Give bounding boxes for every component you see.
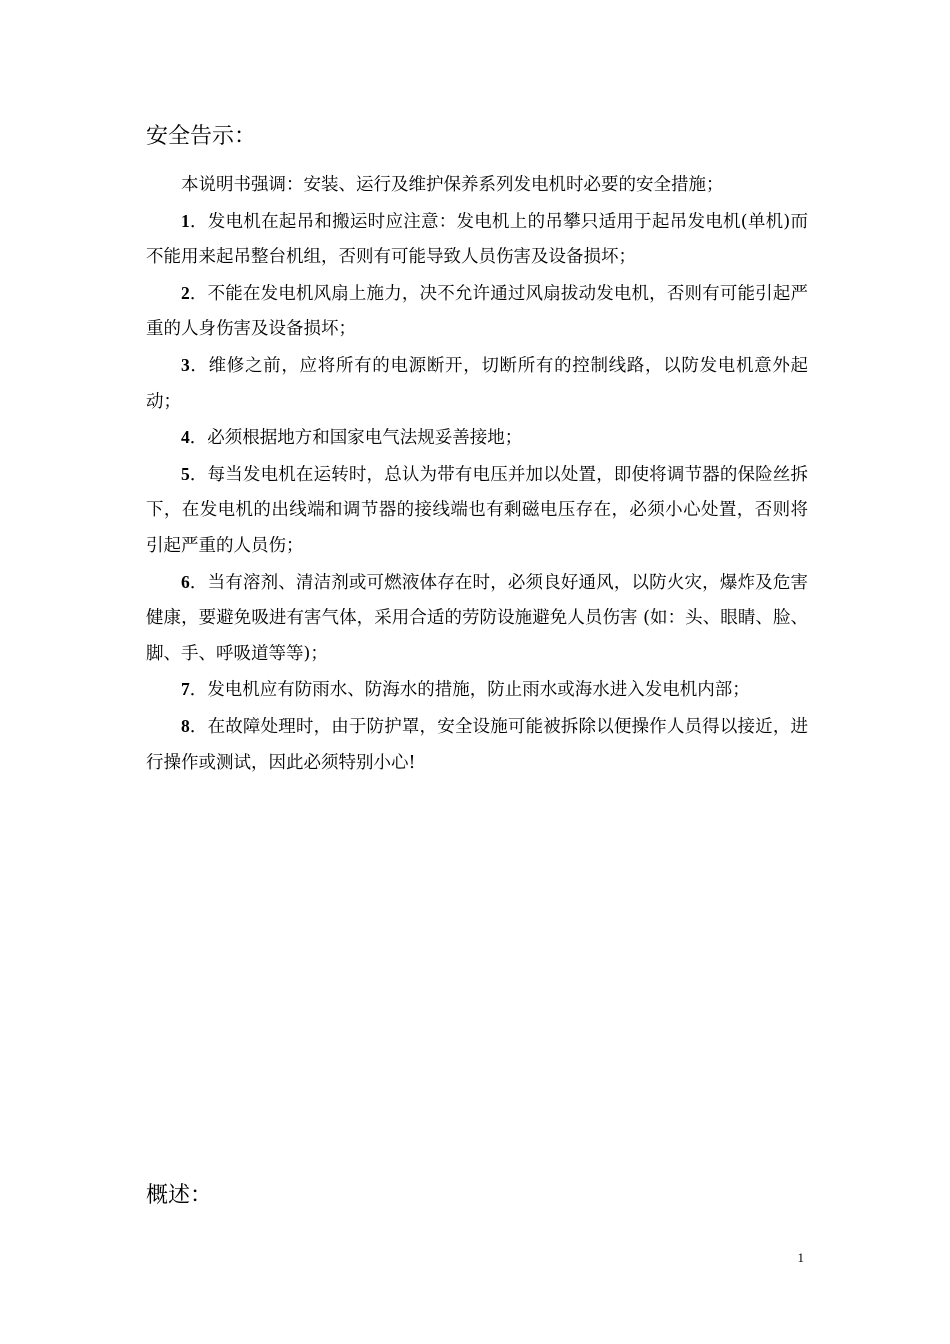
safety-item-2 [146, 276, 808, 348]
item-number: 3 [181, 354, 190, 375]
item-text: ．发电机应有防雨水、防海水的措施，防止雨水或海水进入发电机内部； [189, 680, 750, 701]
item-number: 8 [181, 715, 190, 736]
safety-notice-title: 安全告示： [146, 124, 257, 149]
item-text: ．必须根据地方和国家电气法规妥善接地； [189, 428, 523, 449]
safety-intro: 本说明书强调：安装、运行及维护保养系列发电机时必要的安全措施； [181, 175, 724, 195]
safety-item-6 [146, 565, 808, 673]
item-text: ．不能在发电机风扇上施力，决不允许通过风扇拔动发电机，否则有可能引起严重的人身伤害及设备损坏； [146, 283, 808, 340]
safety-item-5 [146, 457, 808, 565]
item-text: ．在故障处理时，由于防护罩，安全设施可能被拆除以便操作人员得以接近，进行操作或测试，因此必须特别小心! [146, 716, 808, 773]
overview-title: 概述： [146, 1183, 213, 1208]
item-text: ．每当发电机在运转时，总认为带有电压并加以处置，即使将调节器的保险丝拆下，在发电机的出线端和调节器的接线端也有剩磁电压存在，必须小心处置，否则将引起严重的人员伤； [146, 464, 808, 556]
safety-item-3 [146, 348, 808, 420]
item-number: 7 [181, 679, 190, 700]
item-number: 5 [181, 463, 190, 484]
item-text: ．维修之前，应将所有的电源断开，切断所有的控制线路，以防发电机意外起动； [146, 355, 808, 412]
item-text: ．当有溶剂、清洁剂或可燃液体存在时，必须良好通风，以防火灾，爆炸及危害健康，要避免吸进有害气体，采用合适的劳防设施避免人员伤害 (如：头、眼睛、脸、脚、手、呼吸道等等)； [146, 572, 808, 664]
item-number: 4 [181, 427, 190, 448]
safety-item-8 [146, 709, 808, 781]
safety-item-1 [146, 204, 808, 276]
safety-notice-body [146, 168, 808, 781]
item-number: 1 [181, 210, 190, 231]
safety-item-4 [146, 420, 808, 457]
item-number: 6 [181, 571, 190, 592]
page-number: 1 [797, 1250, 804, 1265]
safety-item-7 [146, 672, 808, 709]
item-text: ．发电机在起吊和搬运时应注意：发电机上的吊攀只适用于起吊发电机(单机)而不能用来起吊整台机组，否则有可能导致人员伤害及设备损坏； [146, 211, 808, 268]
item-number: 2 [181, 282, 190, 303]
